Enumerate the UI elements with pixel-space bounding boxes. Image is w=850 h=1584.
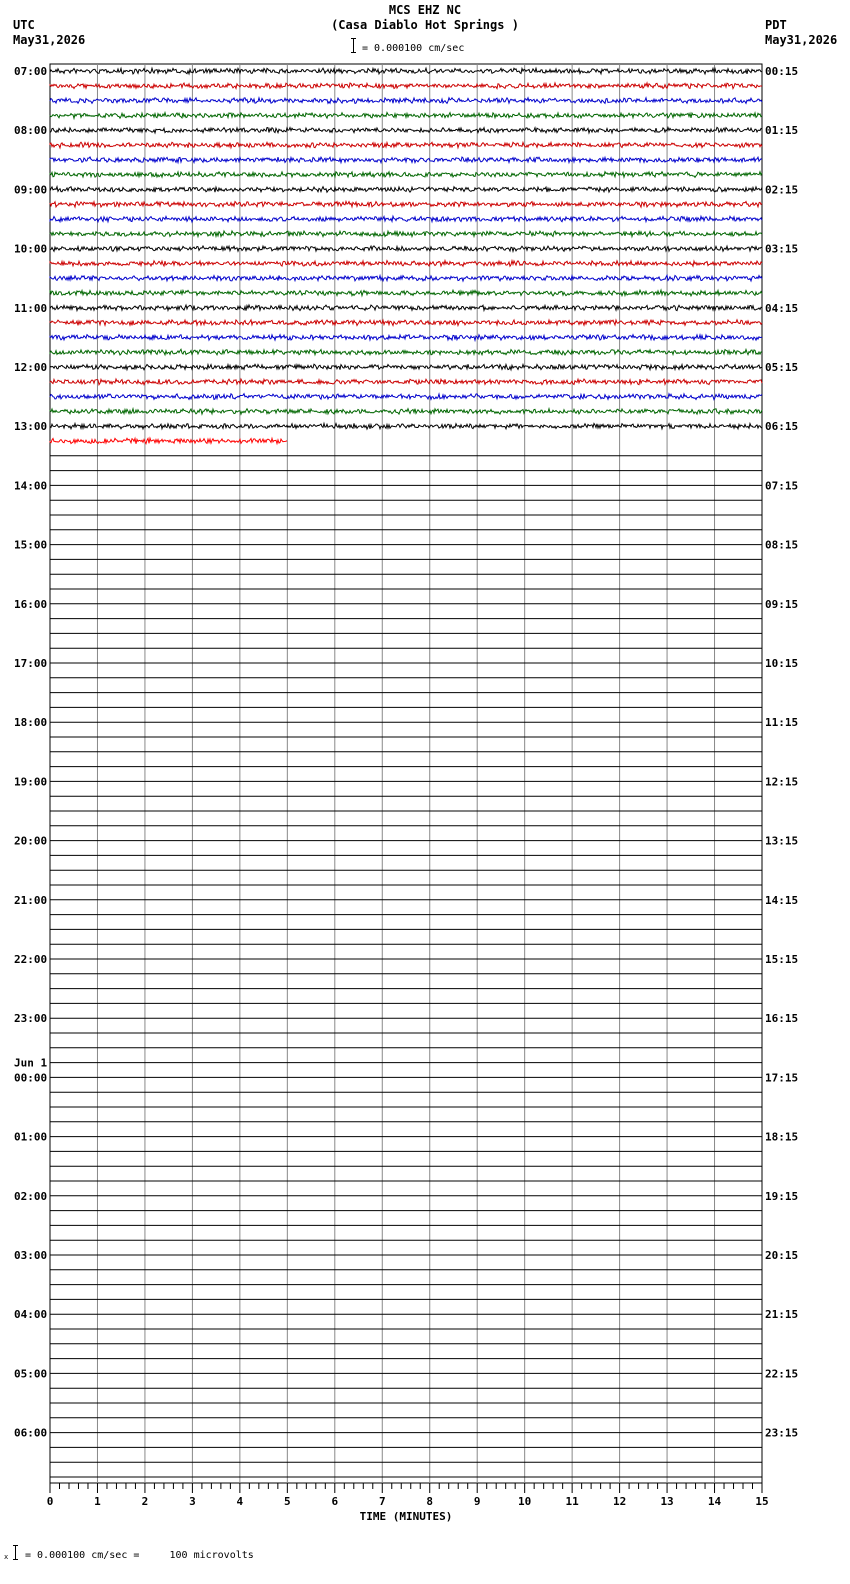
utc-hour-label: 09:00 [14,183,48,197]
station-title: MCS EHZ NC [388,3,462,17]
x-tick-label: 6 [331,1495,339,1508]
pdt-hour-label: 15:15 [765,953,799,966]
pdt-hour-label: 03:15 [765,242,799,256]
pdt-hour-label: 21:15 [765,1308,799,1322]
pdt-hour-label: 10:15 [765,657,799,670]
utc-hour-label: 23:00 [14,1012,48,1026]
utc-hour-label: 07:00 [14,65,48,78]
pdt-hour-label: 07:15 [765,479,799,493]
utc-hour-label: 03:00 [14,1249,48,1262]
pdt-hour-label: 00:15 [765,65,799,78]
pdt-hour-label: 06:15 [765,420,799,434]
trace-line [50,113,762,119]
utc-hour-label: 10:00 [14,242,48,256]
utc-hour-label: 21:00 [14,893,48,907]
utc-hour-label: 01:00 [14,1130,48,1144]
trace-line [50,394,762,400]
utc-hour-label: 18:00 [14,716,48,730]
current-trace [50,438,287,444]
x-tick-label: 2 [141,1495,149,1508]
footer-scale-note: = 0.000100 cm/sec = 100 microvolts [25,1550,254,1561]
pdt-hour-label: 17:15 [765,1071,799,1085]
pdt-hour-label: 18:15 [765,1130,799,1144]
utc-hour-label: 11:00 [14,301,48,315]
x-tick-label: 5 [284,1495,291,1508]
x-tick-label: 1 [94,1495,101,1508]
trace-line [50,246,762,251]
utc-hour-label: 17:00 [14,657,48,670]
trace-line [50,349,762,355]
utc-hour-label: 19:00 [14,775,48,789]
scale-label: = 0.000100 cm/sec [362,43,465,54]
x-tick-label: 10 [518,1495,532,1508]
utc-hour-label: 20:00 [14,834,48,848]
trace-line [50,379,762,385]
trace-line [50,142,762,148]
pdt-hour-label: 20:15 [765,1249,799,1262]
pdt-hour-label: 14:15 [765,893,799,907]
pdt-hour-label: 13:15 [765,834,799,848]
trace-line [50,127,762,133]
pdt-hour-label: 04:15 [765,301,799,315]
pdt-hour-label: 23:15 [765,1426,799,1440]
right-timezone: PDT [765,18,787,32]
pdt-hour-label: 16:15 [765,1012,799,1026]
pdt-hour-label: 12:15 [765,775,799,789]
date-change-label: Jun 1 [14,1056,48,1070]
x-tick-label: 14 [707,1495,722,1508]
trace-line [50,216,762,222]
x-tick-label: 12 [612,1495,627,1508]
utc-hour-label: 12:00 [14,361,48,374]
pdt-hour-label: 11:15 [765,716,799,730]
trace-line [50,157,762,163]
utc-hour-label: 06:00 [14,1426,48,1440]
x-tick-label: 0 [46,1495,54,1508]
x-tick-label: 3 [189,1495,196,1508]
utc-hour-label: 14:00 [14,479,48,493]
utc-hour-label: 04:00 [14,1308,48,1322]
trace-line [50,201,762,207]
trace-line [50,231,762,237]
utc-hour-label: 00:00 [14,1071,48,1085]
pdt-hour-label: 19:15 [765,1189,799,1203]
utc-hour-label: 15:00 [14,538,48,552]
right-date: May31,2026 [765,33,838,47]
x-tick-label: 15 [755,1495,769,1508]
trace-line [50,334,762,340]
trace-line [50,305,762,311]
utc-hour-label: 22:00 [14,953,48,966]
utc-hour-label: 02:00 [14,1189,48,1203]
trace-line [50,423,762,429]
x-tick-label: 11 [565,1495,579,1508]
pdt-hour-label: 08:15 [765,538,799,552]
utc-hour-label: 13:00 [14,420,48,434]
utc-hour-label: 08:00 [14,124,48,138]
pdt-hour-label: 02:15 [765,183,799,197]
pdt-hour-label: 09:15 [765,597,799,611]
trace-line [50,320,762,326]
x-tick-label: 9 [473,1495,481,1508]
trace-line [50,275,762,281]
trace-line [50,187,762,193]
x-tick-label: 4 [236,1495,244,1508]
utc-hour-label: 16:00 [14,597,48,611]
x-tick-label: 13 [660,1495,674,1508]
pdt-hour-label: 01:15 [765,124,799,138]
x-tick-label: 8 [426,1495,434,1508]
pdt-hour-label: 22:15 [765,1367,799,1381]
left-timezone: UTC [13,18,35,32]
footer-scale-bar-icon: x [4,1545,18,1560]
location-subtitle: (Casa Diablo Hot Springs ) [331,18,519,32]
trace-line [50,409,762,415]
utc-hour-label: 05:00 [14,1367,48,1381]
trace-line [50,290,762,296]
trace-line [50,364,762,370]
trace-line [50,172,762,178]
x-tick-label: 7 [378,1495,386,1508]
pdt-hour-label: 05:15 [765,361,799,374]
x-axis-label: TIME (MINUTES) [359,1510,453,1523]
trace-line [50,68,762,74]
trace-line [50,261,762,267]
left-date: May31,2026 [13,33,86,47]
trace-line [50,98,762,104]
trace-line [50,83,762,89]
